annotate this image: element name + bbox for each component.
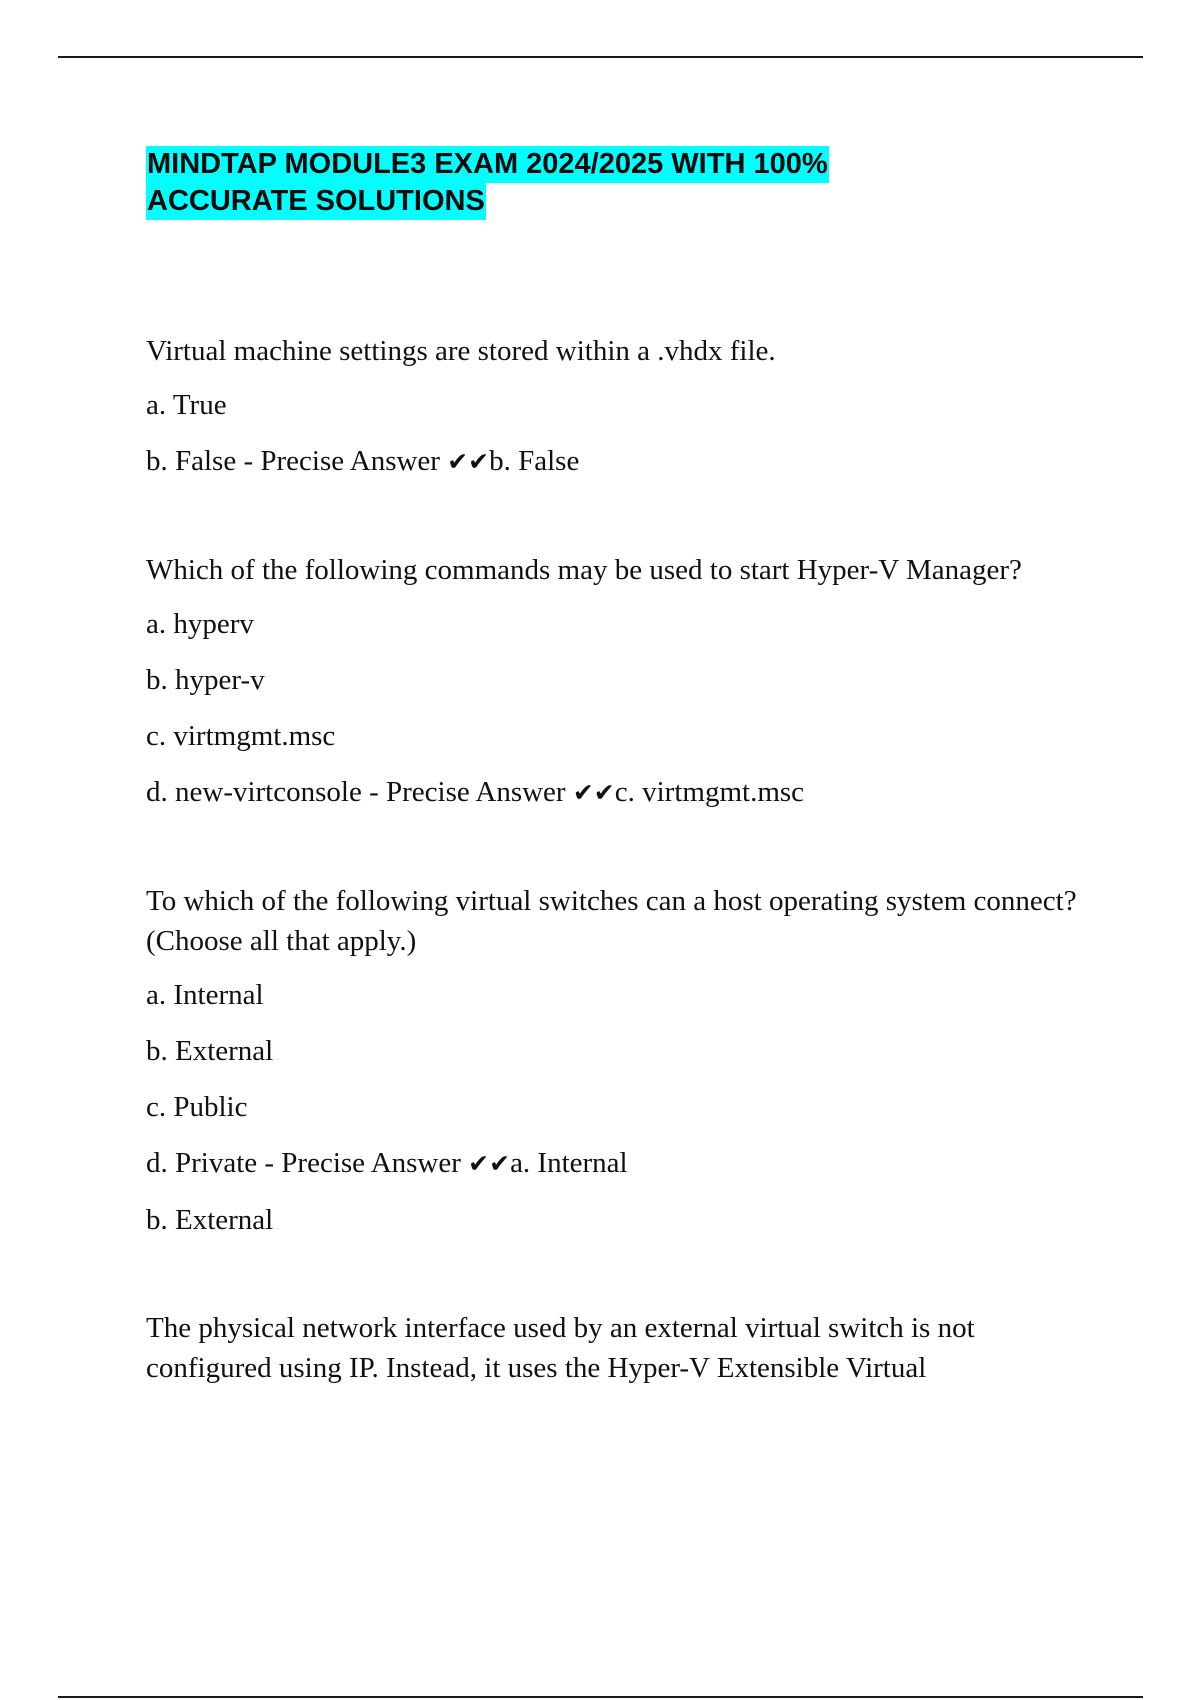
question-1 — [146, 331, 1086, 480]
question-4 — [146, 1308, 1086, 1388]
question-text: Virtual machine settings are stored within a .vhdx file. — [146, 335, 776, 367]
option-a: a. Internal — [146, 979, 264, 1011]
correct-answer: a. Internal — [510, 1147, 628, 1179]
question-list — [146, 331, 1086, 1458]
option-d: d. new-virtconsole - Precise Answer — [146, 776, 573, 808]
correct-answer: c. virtmgmt.msc — [614, 776, 805, 808]
question-text: Which of the following commands may be used to start Hyper-V Manager? — [146, 554, 1022, 586]
title-line-1: MINDTAP MODULE3 EXAM 2024/2025 WITH 100% — [146, 146, 829, 183]
top-rule — [58, 56, 1143, 58]
option-c: c. Public — [146, 1091, 248, 1123]
option-b: b. False - Precise Answer — [146, 445, 448, 477]
checkmark-icon: ✔✔ — [468, 1149, 511, 1178]
question-2 — [146, 550, 1086, 811]
option-d: d. Private - Precise Answer — [146, 1147, 469, 1179]
correct-answer: b. False — [489, 445, 580, 477]
correct-answer-continued: b. External — [146, 1204, 274, 1236]
checkmark-icon: ✔✔ — [572, 778, 615, 807]
document-title — [146, 146, 1046, 220]
option-b: b. External — [146, 1035, 274, 1067]
option-c: c. virtmgmt.msc — [146, 720, 336, 752]
title-line-2: ACCURATE SOLUTIONS — [146, 183, 486, 220]
checkmark-icon: ✔✔ — [447, 447, 490, 476]
option-a: a. True — [146, 389, 227, 421]
question-3 — [146, 881, 1086, 1238]
question-text: The physical network interface used by an external virtual switch is not configured using IP. Instead, it uses the Hyper-V Extensible Virtual — [146, 1312, 975, 1384]
bottom-rule — [58, 1696, 1143, 1698]
question-text: To which of the following virtual switches can a host operating system connect? (Choose all that apply.) — [146, 885, 1077, 957]
option-b: b. hyper-v — [146, 664, 265, 696]
option-a: a. hyperv — [146, 608, 254, 640]
answer-line — [146, 774, 1086, 811]
answer-line — [146, 1145, 1086, 1182]
answer-line — [146, 443, 1086, 480]
